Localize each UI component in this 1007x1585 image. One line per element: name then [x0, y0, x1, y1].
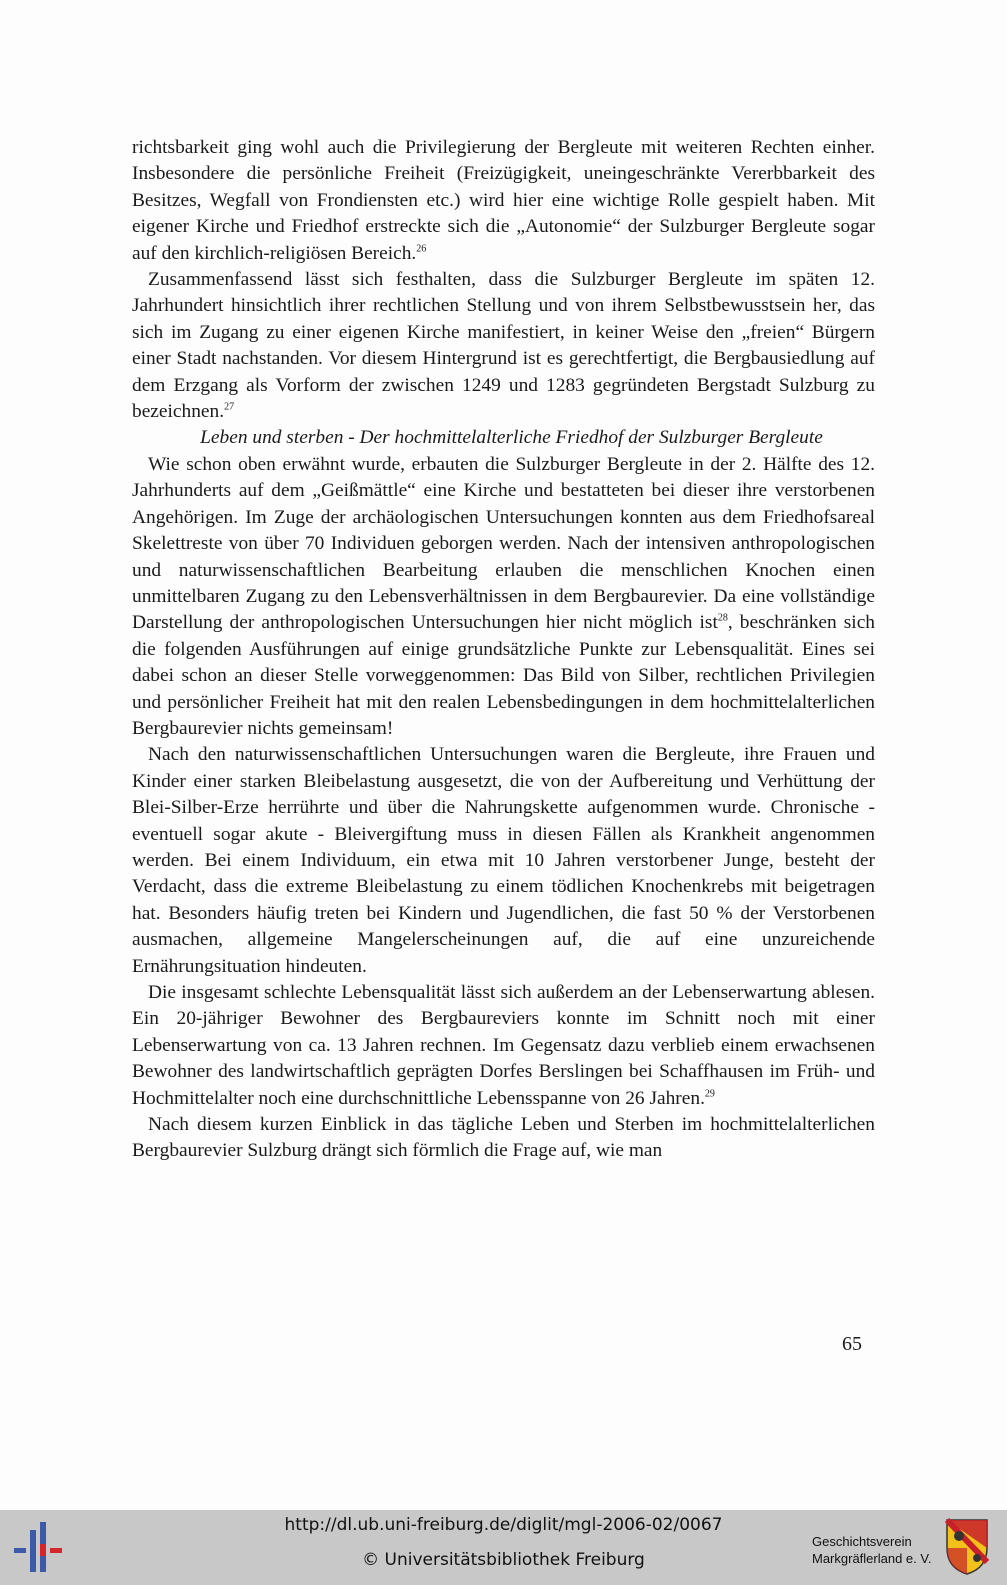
footnote-ref-26: 26: [416, 243, 427, 255]
paragraph-6: Nach diesem kurzen Einblick in das tägliche Leben und Sterben im hochmittelalterlichen Bergbaurevier Sulzburg drängt sich förmlich die Frage auf, wie man: [132, 1114, 875, 1162]
society-name: Geschichtsverein Markgräflerland e. V.: [812, 1534, 932, 1566]
footnote-ref-28: 28: [717, 612, 728, 624]
footnote-ref-27: 27: [224, 401, 235, 413]
body-text: [132, 135, 875, 1165]
page-number: 65: [842, 1333, 862, 1355]
footnote-ref-29: 29: [704, 1088, 715, 1100]
paragraph-4: Nach den naturwissenschaftlichen Untersuchungen waren die Bergleute, ihre Frauen und Kinder einer starken Bleibelastung ausgesetzt, die von der Aufbereitung und Verhüttung der Blei-Silber-Erze herrührte und über die Nahrungskette aufgenommen wurde. Chronische - eventuell sogar akute - Bleivergiftung muss in diesen Fällen als Krankheit angenommen werden. Bei einem Individuum, ein etwa mit 10 Jahren verstorbener Junge, besteht der Verdacht, dass die extreme Bleibelastung zu einem tödlichen Knochenkrebs mit beigetragen hat. Besonders häufig treten bei Kindern und Jugendlichen, die fast 50 % der Verstorbenen ausmachen, allgemeine Mangelerscheinungen auf, die auf eine unzureichende Ernährungsituation hindeuten.: [132, 744, 875, 977]
copyright-notice: © Universitätsbibliothek Freiburg: [362, 1550, 645, 1570]
paragraph-2: Zusammenfassend lässt sich festhalten, dass die Sulzburger Bergleute im späten 12. Jahrhundert hinsichtlich ihrer rechtlichen Stellung und von ihrem Selbstbewusstsein her, das sich im Zugang zu einer eigenen Kirche manifestiert, in keiner Weise den „freien“ Bürgern einer Stadt nachstanden. Vor diesem Hintergrund ist es gerechtfertigt, die Bergbausiedlung auf dem Erzgang als Vorform der zwischen 1249 und 1283 gegründeten Bergstadt Sulzburg zu bezeichnen.$^{27}$: [132, 269, 875, 423]
section-heading: Leben und sterben - Der hochmittelalterliche Friedhof der Sulzburger Bergleute: [200, 427, 823, 449]
paragraph-1: richtsbarkeit ging wohl auch die Privilegierung der Bergleute mit weiteren Rechten einher. Insbesondere die persönliche Freiheit (Freizügigkeit, uneingeschränkte Vererbbarkeit des Besitzes, Wegfall von Frondiensten etc.) wird hier eine wichtige Rolle gespielt haben. Mit eigener Kirche und Friedhof erstreckte sich die „Autonomie“ der Sulzburger Bergleute sogar auf den kirchlich-religiösen Bereich.$^{26}$: [132, 137, 875, 264]
paragraph-5: Die insgesamt schlechte Lebensqualität lässt sich außerdem an der Lebenserwartung ablesen. Ein 20-jähriger Bewohner des Bergbaureviers konnte im Schnitt noch mit einer Lebenserwartung von ca. 13 Jahren rechnen. Im Gegensatz dazu verblieb einem erwachsenen Bewohner des landwirtschaftlich geprägten Dorfes Berslingen bei Schaffhausen im Früh- und Hochmittelalter noch eine durchschnittliche Lebensspanne von 26 Jahren.$^{29}$: [132, 982, 875, 1109]
coat-of-arms-icon: [945, 1518, 989, 1576]
paragraph-3: Wie schon oben erwähnt wurde, erbauten die Sulzburger Bergleute in der 2. Hälfte des 12. Jahrhunderts auf dem „Geißmättle“ eine Kirche und bestatteten bei dieser ihre verstorbenen Angehörigen. Im Zuge der archäologischen Untersuchungen konnten aus dem Friedhofsareal Skelettreste von über 70 Individuen geborgen werden. Nach der intensiven anthropologischen und naturwissenschaftlichen Bearbeitung erlauben die menschlichen Knochen einen unmittelbaren Zugang zu den Lebensverhältnissen in dem Bergbaurevier. Da eine vollständige Darstellung der anthropologischen Untersuchungen hier nicht möglich ist$^{28}$, beschränken sich die folgenden Ausführungen auf einige grundsätzliche Punkte zur Lebensqualität. Eines sei dabei schon an dieser Stelle vorweggenommen: Das Bild von Silber, rechtlichen Privilegien und persönlicher Freiheit hat mit den realen Lebensbedingungen in dem hochmittelalterlichen Bergbaurevier nichts gemeinsam!: [132, 453, 875, 739]
permalink-url[interactable]: http://dl.ub.uni-freiburg.de/diglit/mgl-2006-02/0067: [284, 1515, 723, 1535]
